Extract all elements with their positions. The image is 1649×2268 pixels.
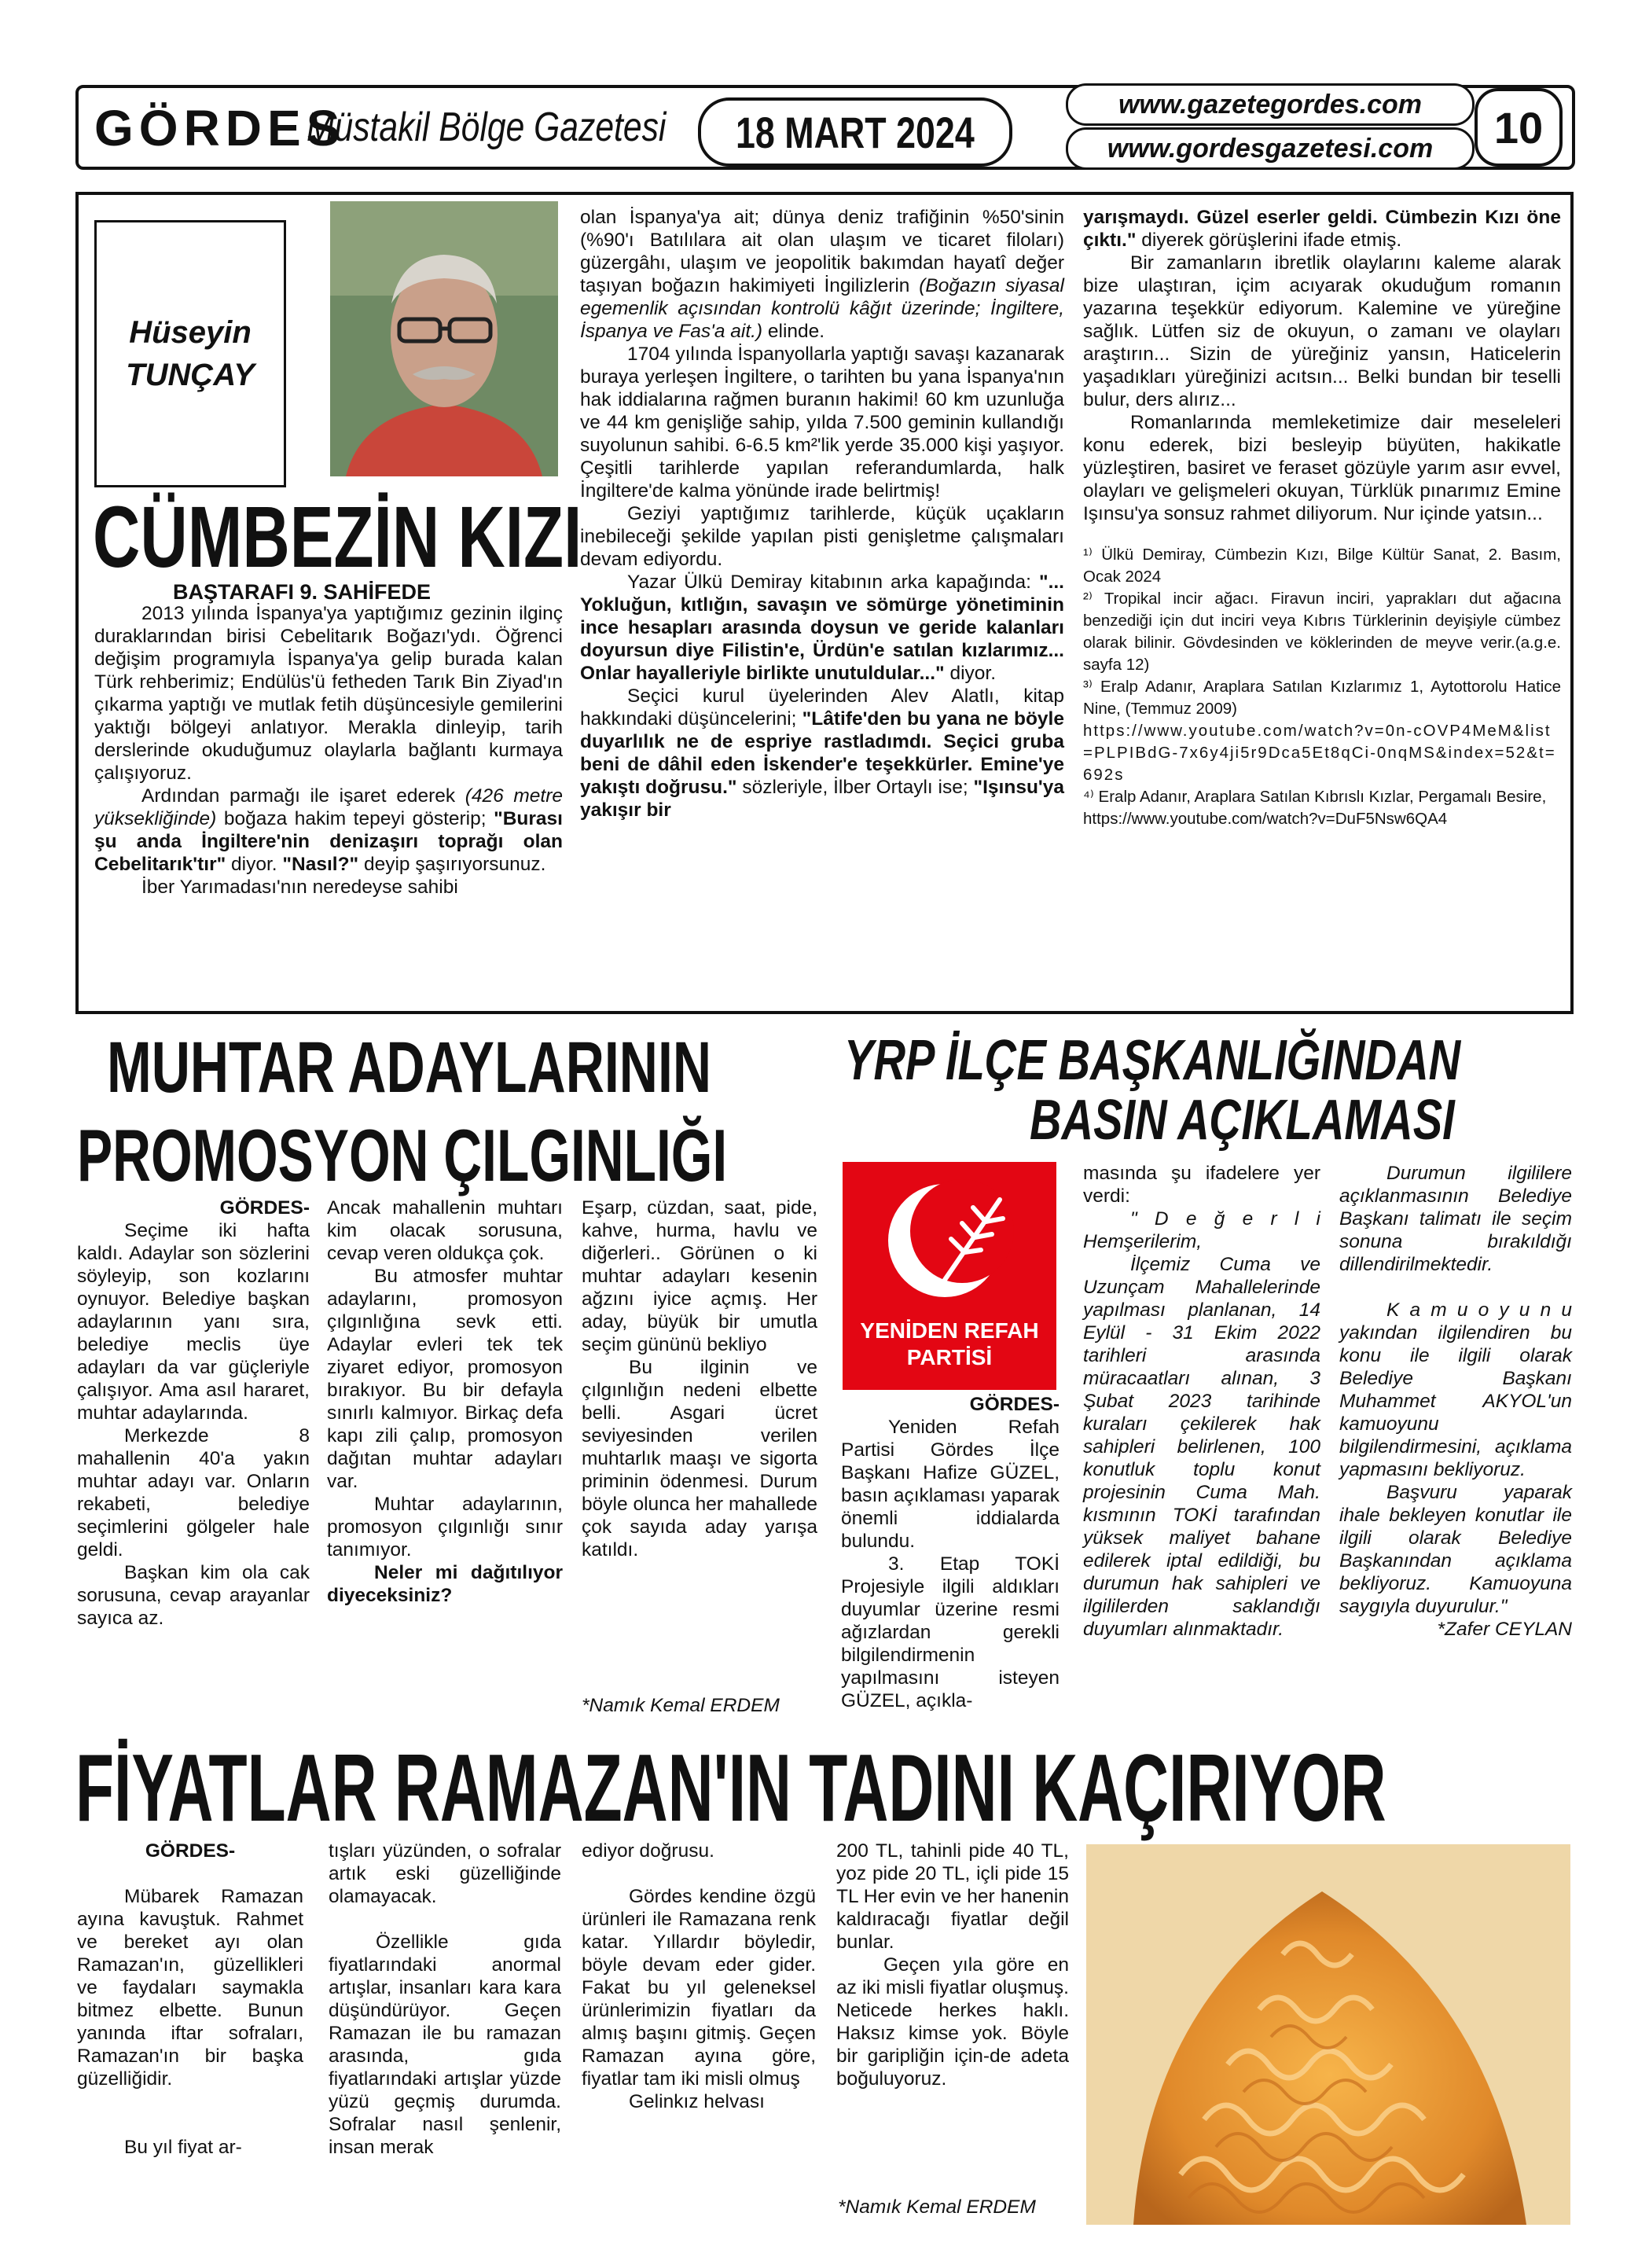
dateline: GÖRDES- [145, 1840, 236, 1862]
article-title: CÜMBEZİN KIZI [93, 489, 582, 586]
author-first-name: Hüseyin [129, 315, 252, 350]
helva-photo [1086, 1844, 1570, 2225]
dateline: GÖRDES- [969, 1394, 1060, 1415]
article2-column-2: Ancak mahallenin muhtarı kim olacak sorusuna, cevap veren oldukça çok. Bu atmosfer muhtar adaylarını, promosyon çılgınlığına sevk etti. Adaylar evleri tek tek ziyaret ediyor, promosyon bırakıyor. Bu bir defayla sınırlı kalmıyor. Birkaç defa kapı zili çalıp, promosyon dağıtan muhtar adayları var. Muhtar adaylarının, promosyon çılgınlığı sınır tanımıyor. Neler mi dağıtılıyor diyeceksiniz? [327, 1197, 563, 1606]
page-number: 10 [1475, 88, 1563, 167]
footnote-url-2[interactable]: https://www.youtube.com/watch?v=DuF5Nsw6QA4 [1083, 810, 1448, 828]
logo-text-line1: YENİDEN REFAH [860, 1318, 1039, 1343]
article3-column-3: Durumun ilgililere açıklanmasının Belediye Başkanı talimatı ile seçim sonuna bırakıldığı dillendirilmektedir. K a m u o y u n u yakından ilgilendiren bu konu ile ilgili olarak Belediye Başkanı Muhammet AKYOL'un kamuoyunu bilgilendirmesini, açıklama yapmasını bekliyoruz. Başvuru yaparak ihale bekleyen konutlar ile ilgili olarak Belediye Başkanından açıklama bekliyoruz. Kamuoyuna saygıyla duyurulur." *Zafer CEYLAN [1339, 1163, 1572, 1640]
article3-column-1: GÖRDES- Yeniden Refah Partisi Gördes İlçe Başkanı Hafize GÜZEL, basın açıklaması yaparak önemli iddialarda bulundu. 3. Etap TOKİ Projesiyle ilgili aldıkları duyumlar üzerine resmi ağızlardan gerekli bilgilendirmenin yapılmasını isteyen GÜZEL, açıkla- [841, 1394, 1060, 1711]
article2-title-line2: PROMOSYON ÇILGINLIĞI [77, 1114, 728, 1196]
crescent-wheat-icon [843, 1162, 1056, 1319]
article3-signature: *Zafer CEYLAN [1437, 1619, 1572, 1640]
article4-column-4: 200 TL, tahinli pide 40 TL, yoz pide 20 TL, içli pide 15 TL Her evin ve her hanenin kaldıracağı fiyatlar değil bunlar. Geçen yıla göre en az iki misli fiyatlar oluşmuş. Neticede herkes haklı. Haksız kimse yok. Böyle bir garipliğin için-de adeta boğuluyoruz. [836, 1840, 1069, 2090]
article4-title: FİYATLAR RAMAZAN'IN TADINI KAÇIRIYOR [75, 1734, 1386, 1841]
paper-name: GÖRDES [94, 100, 346, 156]
website-link-2[interactable]: www.gordesgazetesi.com [1066, 127, 1475, 170]
website-link-1[interactable]: www.gazetegordes.com [1066, 83, 1475, 126]
article2-column-1: GÖRDES- Seçime iki hafta kaldı. Adaylar son sözlerini söyleyip, son kozlarını oynuyor. Belediye başkan adaylarının yanı sıra, belediye meclis üye adayları da var güçleriyle çalışıyor. Ama asıl hararet, muhtar adaylarında. Merkezde 8 mahallenin 40'a yakın muhtar adayı var. Onların rekabeti, belediye seçimlerini gölgeler hale geldi. Başkan kim ola cak sorusuna, cevap arayanlar sayıca az. [77, 1197, 310, 1629]
footnote-url-1[interactable]: https://www.youtube.com/watch?v=0n-cOVP4MeM&list=PLPIBdG-7x6y4ji5r9Dca5Et8qCi-0nqMS&index=52&t=692s [1083, 722, 1556, 784]
continued-from: BAŞTARAFI 9. SAHİFEDE [173, 580, 432, 604]
article2-signature: *Namık Kemal ERDEM [582, 1695, 780, 1716]
dateline: GÖRDES- [219, 1197, 310, 1219]
article4-signature: *Namık Kemal ERDEM [838, 2196, 1036, 2218]
yrp-party-logo [843, 1162, 1056, 1390]
article4-column-3: ediyor doğrusu. Gördes kendine özgü ürünleri ile Ramazana renk katar. Yıllardır böyledir, böyle devam eder gider. Fakat bu yıl geleneksel ürünlerimizin fiyatları da almış başını gitmiş. Geçen Ramazan ayına göre, fiyatlar tam iki misli olmuş Gelinkız helvası [582, 1840, 816, 2112]
article2-title-line1: MUHTAR ADAYLARININ [107, 1027, 712, 1108]
article1-column-2: olan İspanya'ya ait; dünya deniz trafiğinin %50'sinin (%90'ı Batılılara ait olan ulaşım ve ticaret filoları) güzergâhı, ulaşım ve jeopolitik bakımdan hayatî değer taşıyan boğazın hakimiyeti İngilizlerin (Boğazın siyasal egemenlik açısından kontrolü kâğıt üzerinde; İngiltere, İspanya ve Fas'a ait.) elinde. 1704 yılında İspanyollarla yaptığı savaşı kazanarak buraya yerleşen İngiltere, o tarihten bu yana İspanya'nın hak iddialarına rağmen buranın hakimi! 60 km uzunluğa ve 44 km genişliğe sahip, yılda 7.500 geminin kullandığı suyolunun sahibi. 6-6.5 km²'lik yerde 35.000 kişi yaşıyor. Çeşitli tarihlerde yapılan referandumlarda, halk İngiltere'de kalma yönünde irade belirtmiş! Geziyi yaptığımız tarihlerde, küçük uçakların inebileceği şekilde yapılan pisti genişletme çalışmaları devam ediyordu. Yazar Ülkü Demiray kitabının arka kapağında: "... Yokluğun, kıtlığın, savaşın ve sömürge yönetiminin ince hesapları arasında doysun ve geride kalanları doyursun diye Filistin'e, Ürdün'e satılan kızlarımız... Onlar hayalleriyle birlikte unutuldular..." diyor. Seçici kurul üyelerinden Alev Alatlı, kitap hakkındaki düşüncelerini; "Lâtife'den bu yana ne böyle duyarlılık ne de espriye rastladımdı. Seçici gruba beni de dâhil eden İskender'e teşekkürler. Emine'ye yakıştı doğrusu." sözleriyle, İlber Ortaylı ise; "Işınsu'ya yakışır bir [580, 207, 1064, 821]
paper-tagline: Müstakil Bölge Gazetesi [307, 105, 667, 150]
article3-column-2: masında şu ifadelere yer verdi: " D e ğ e r l i Hemşerilerim, İlçemiz Cuma ve Uzunçam Mahallelerinde yapılması planlanan, 14 Eylül - 31 Ekim 2022 tarihleri arasında müracaatları alınan, 3 Şubat 2023 tarihinde kuraları çekilerek hak sahipleri belirlenen, 100 konutluk toplu konut projesinin Cuma Mah. kısmının TOKİ tarafından yüksek maliyet bahane edilerek iptal edildiği, bu durumun hak sahipleri ve ilgililerden saklandığı duyumları alınmaktadır. [1083, 1163, 1320, 1640]
author-last-name: TUNÇAY [126, 358, 255, 392]
article4-column-1: GÖRDES- Mübarek Ramazan ayına kavuştuk. Rahmet ve bereket ayı olan Ramazan'ın, güzellikleri ve faydaları saymakla bitmez elbette. Bunun yanında iftar sofraları, Ramazan'ın bir başka güzelliğidir. Bu yıl fiyat ar- [77, 1840, 303, 2158]
author-box [94, 220, 286, 487]
article3-title-line1: YRP İLÇE BAŞKANLIĞINDAN [844, 1029, 1461, 1092]
issue-date: 18 MART 2024 [698, 97, 1012, 167]
author-photo [330, 201, 558, 476]
article4-column-2: tışları yüzünden, o sofralar artık eski güzelliğinde olamayacak. Özellikle gıda fiyatlarındaki anormal artışlar, insanları kara kara düşündürüyor. Geçen Ramazan ile bu ramazan arasında, gıda fiyatlarındaki artışlar yüzde yüzü geçmiş durumda. Sofralar nasıl şenlenir, insan merak [329, 1840, 561, 2158]
article1-column-1: 2013 yılında İspanya'ya yaptığımız gezinin ilginç duraklarından birisi Cebelitarık Boğazı'ydı. Öğrenci değişim programıyla İspanya'ya gelip burada kalan Türk rehberimiz; Endülüs'ü fetheden Tarık Bin Ziyad'ın çıkarma yaptığı ve mutlak fetih düşüncesiyle gemilerini yaktığı bölgeyi anlatıyor. Merakla dinleyip, tarih derslerinde okuduğumuz olaylarla bağlantı kurmaya çalışıyoruz. Ardından parmağı ile işaret ederek (426 metre yüksekliğinde) boğaza hakim tepeyi gösterip; "Burası şu anda İngiltere'nin denizaşırı toprağı olan Cebelitarık'tır" diyor. "Nasıl?" deyip şaşırıyorsunuz. İber Yarımadası'nın neredeyse sahibi [94, 603, 564, 898]
article3-title-line2: BASIN AÇIKLAMASI [1030, 1089, 1455, 1152]
article2-column-3: Eşarp, cüzdan, saat, pide, kahve, hurma, havlu ve diğerleri.. Görünen o ki muhtar adayları kesenin ağzını iyice açmış. Her aday, büyük bir umutla seçim gününü bekliyo Bu ilginin ve çılgınlığın nedeni elbette belli. Asgari ücret seviyesinden verilen muhtarlık maaşı ve sigorta priminin ödenmesi. Durum böyle olunca her mahallede çok sayıda aday yarışa katıldı. [582, 1197, 817, 1560]
footnotes: ¹⁾ Ülkü Demiray, Cümbezin Kızı, Bilge Kültür Sanat, 2. Basım, Ocak 2024 ²⁾ Tropikal incir ağacı. Firavun inciri, yaprakları dut ağacına benzediği için dut inciri veya Kıbrıs Türklerinin deyişiyle cümbez olarak bilinir. Gövdesinden ve köklerinden de meyve verir.(a.g.e. sayfa 12) ³⁾ Eralp Adanır, Araplara Satılan Kızlarımız 1, Aytottorolu Hatice Nine, (Temmuz 2009) https://www.youtube.com/watch?v=0n-cOVP4MeM&list=PLPIBdG-7x6y4ji5r9Dca5Et8qCi-0nqMS&index=52&t=692s ⁴⁾ Eralp Adanır, Araplara Satılan Kıbrıslı Kızlar, Pergamalı Besire, https://www.youtube.com/watch?v=DuF5Nsw6QA4 [1083, 544, 1561, 830]
logo-text-line2: PARTİSİ [906, 1345, 993, 1369]
article1-column-3: yarışmaydı. Güzel eserler geldi. Cümbezin Kızı öne çıktı." diyerek görüşlerini ifade etmiş. Bir zamanların ibretlik olaylarını kaleme alarak bize ulaştıran, içim acıyarak okuduğum romanın yazarına teşekkür ediyorum. Kalemine ve yüreğine sağlık. Lütfen siz de okuyun, o zamanı ve olayları araştırın... Sizin de yüreğiniz yansın, Haticelerin yaşadıkları yüreğinizi acıtsın... Belki bundan bir teselli bulur, ders alırız... Romanlarında memleketimize dair meseleleri konu ederek, bizi besleyip büyüten, hakikatle yüzleştiren, basiret ve feraset gözüyle yarım asır evvel, olayları ve gelişmeleri okuyan, Türklük pınarımız Emine Işınsu'ya sonsuz rahmet diliyorum. Nur içinde yatsın... ¹⁾ Ülkü Demiray, Cümbezin Kızı, Bilge Kültür Sanat, 2. Basım, Ocak 2024 ²⁾ Tropikal incir ağacı. Firavun inciri, yaprakları dut ağacına benzediği için dut inciri veya Kıbrıs Türklerinin deyişiyle cümbez olarak bilinir. Gövdesinden ve köklerinden de meyve verir.(a.g.e. sayfa 12) ³⁾ Eralp Adanır, Araplara Satılan Kızlarımız 1, Aytottorolu Hatice Nine, (Temmuz 2009) https://www.youtube.com/watch?v=0n-cOVP4MeM&list=PLPIBdG-7x6y4ji5r9Dca5Et8qCi-0nqMS&index=52&t=692s ⁴⁾ Eralp Adanır, Araplara Satılan Kıbrıslı Kızlar, Pergamalı Besire, https://www.youtube.com/watch?v=DuF5Nsw6QA4 [1083, 206, 1561, 830]
